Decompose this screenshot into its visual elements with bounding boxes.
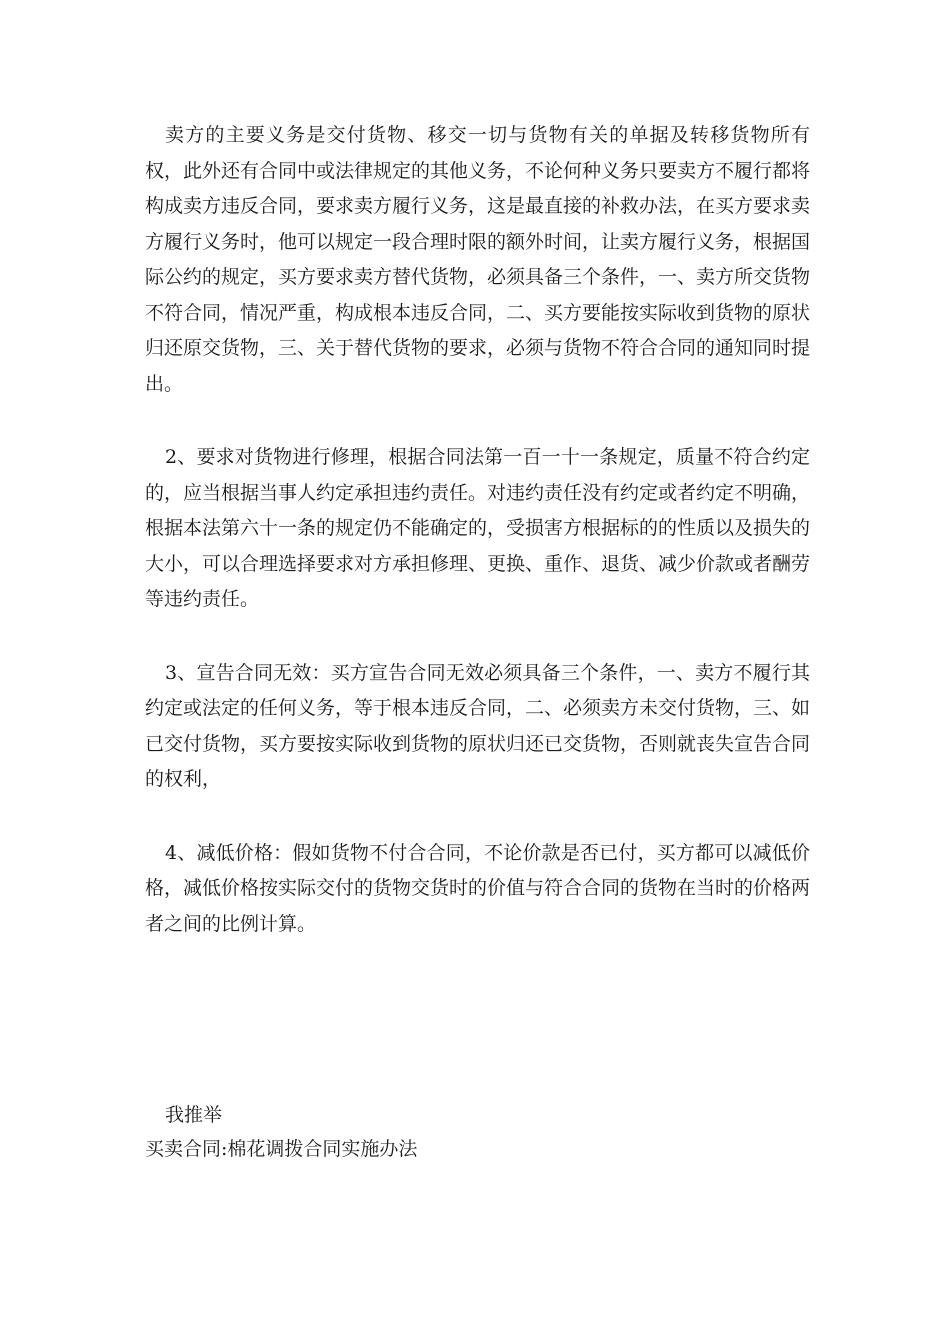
recommend-heading: 我推举 [165, 1104, 223, 1126]
recommend-section [145, 1098, 810, 1166]
paragraph-seller-obligations: 卖方的主要义务是交付货物、移交一切与货物有关的单据及转移货物所有权，此外还有合同中或法律规定的其他义务，不论何种义务只要卖方不履行都将构成卖方违反合同，要求卖方履行义务，这是最直接的补救办法，在买方要求卖方履行义务时，他可以规定一段合理时限的额外时间，让卖方履行义务，根据国际公约的规定，买方要求卖方替代货物，必须具备三个条件，一、卖方所交货物不符合同，情况严重，构成根本违反合同，二、买方要能按实际收到货物的原状归还原交货物，三、关于替代货物的要求，必须与货物不符合合同的通知同时提出。 [145, 124, 811, 395]
paragraph-declare-void: 3、宣告合同无效：买方宣告合同无效必须具备三个条件，一、卖方不履行其约定或法定的任何义务，等于根本违反合同，二、必须卖方未交付货物，三、如已交付货物，买方要按实际收到货物的原状归还已交货物，否则就丧失宣告合同的权利， [145, 661, 811, 790]
recommend-link[interactable]: 买卖合同:棉花调拨合同实施办法 [145, 1138, 418, 1160]
paragraph-repair: 2、要求对货物进行修理，根据合同法第一百一十一条规定，质量不符合约定的，应当根据当事人约定承担违约责任。对违约责任没有约定或者约定不明确，根据本法第六十一条的规定仍不能确定的，受损害方根据标的的性质以及损失的大小，可以合理选择要求对方承担修理、更换、重作、退货、减少价款或者酬劳等违约责任。 [145, 446, 811, 610]
paragraph-reduce-price: 4、减低价格：假如货物不付合合同，不论价款是否已付，买方都可以减低价格，减低价格按实际交付的货物交货时的价值与符合合同的货物在当时的价格两者之间的比例计算。 [145, 841, 811, 935]
document-body [145, 118, 810, 942]
